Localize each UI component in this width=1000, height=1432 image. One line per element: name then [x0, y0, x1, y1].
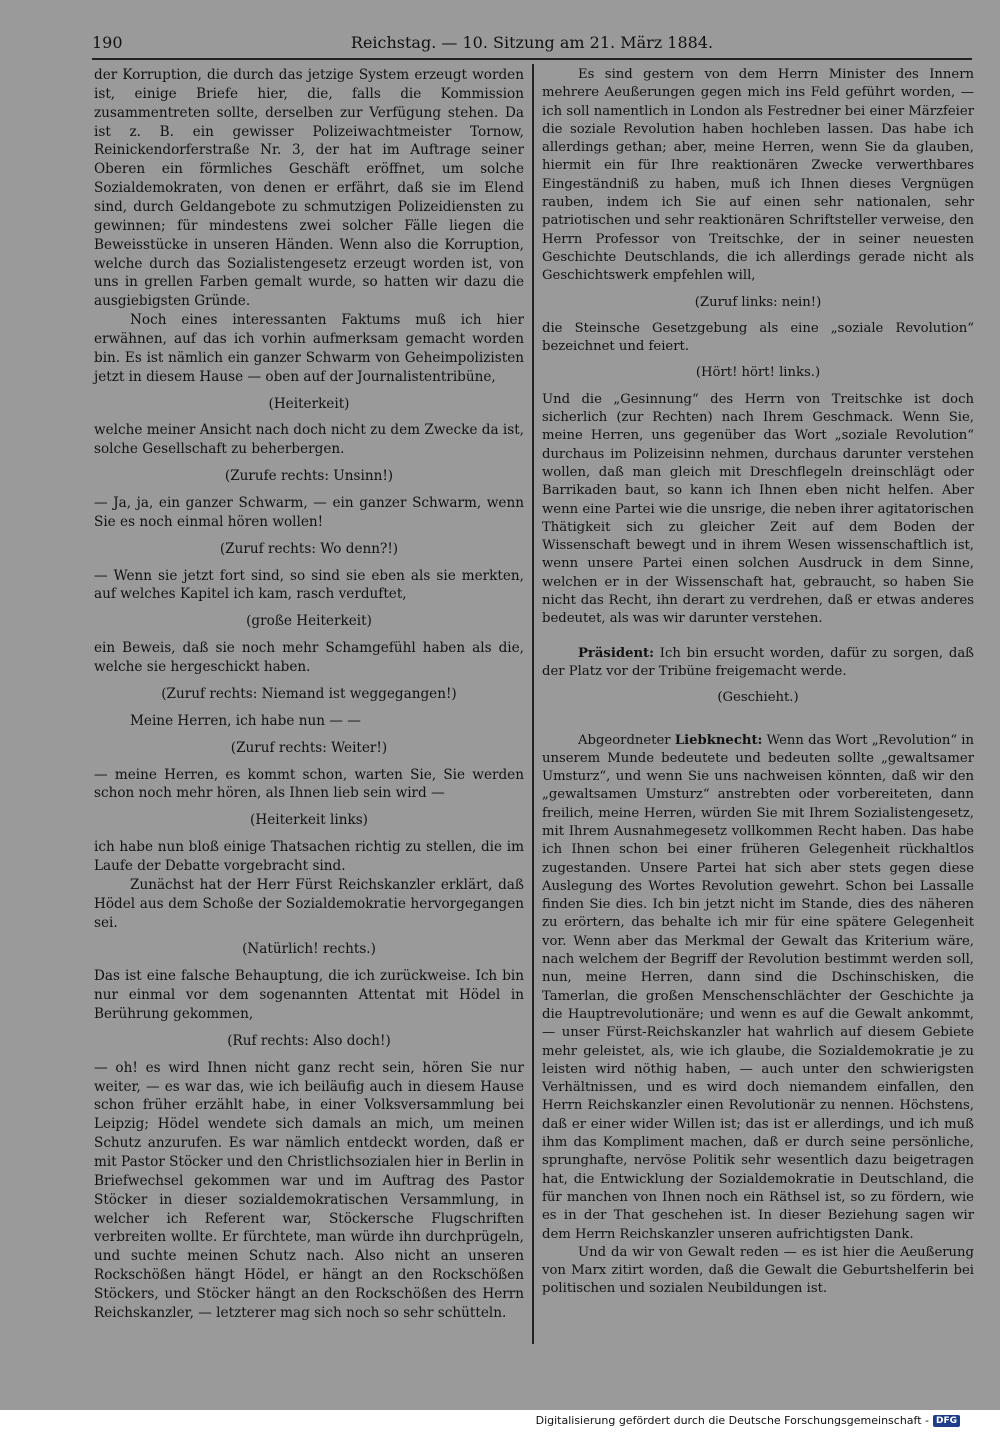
speaker-name: Liebknecht: — [674, 732, 763, 748]
speaker-paragraph — [542, 732, 974, 1244]
interjection: (Zurufe rechts: Unsinn!) — [224, 468, 394, 485]
speaker-title: Abgeordneter — [578, 732, 671, 748]
speech-text: Wenn das Wort „Revolution“ in unserem Munde bedeutete und bedeuten sollte „gewaltsamer Umsturz“, und wenn Sie uns nachweisen könnten, daß wir den „gewaltsamen Umsturz“ anstrebten oder vorbereiteten, dann freilich, meine Herren, würden Sie mit Ihrem Sozialistengesetz, mit Ihrem Ausnahmegesetz vollkommen Recht haben. Das habe ich Ihnen schon bei einer früheren Gelegenheit rückhaltlos zugestanden. Unsere Partei hat sich aber stets gegen diese Auslegung des Wortes Revolution gewehrt. Schon bei Lassalle finden Sie dies. Ich bin jetzt nicht im Stande, dies des näheren zu erörtern, das behalte ich mir für eine spätere Gelegenheit vor. Wenn aber das Merkmal der Gewalt das Kriterium wäre, nach welchem der Begriff der Revolution bestimmt werden soll, nun, meine Herren, dann sind die Dschinschisken, die Tamerlan, die großen Menschenschlächter der Geschichte ja die Hauptrevolutionäre; und wenn es auf die Gewalt ankommt, — unser Fürst-Reichskanzler hat wahrlich auf diesem Gebiete mehr geleistet, als, wie ich glaube, die Sozialdemokratie je zu leisten wird nöthig haben, — auch unter den schwierigsten Verhältnissen, und es wird doch niemandem einfallen, den Herrn Reichskanzler einen Revolutionär zu nennen. Höchstens, daß er einer wider Willen ist; das ist er allerdings, und ich muß ihm das Kompliment machen, daß er durch seine persönliche, sprunghafte, nervöse Politik sehr wesentlich dazu beigetragen hat, die Entwicklung der Sozialdemokratie in Deutschland, die für manchen von Ihnen noch ein Räthsel ist, so zu fördern, wie es in der That geschehen ist. In dieser Beziehung sagen wir dem Herrn Reichskanzler unseren aufrichtigsten Dank. — [542, 732, 974, 1242]
dfg-logo: DFG — [933, 1415, 960, 1427]
speech-text: Ich bin ersucht worden, dafür zu sorgen, daß der Platz vor der Tribüne freigemacht werde. — [542, 645, 974, 679]
interjection: (große Heiterkeit) — [246, 613, 372, 630]
interjection: (Hört! hört! links.) — [695, 365, 821, 381]
interjection: (Heiterkeit links) — [250, 812, 368, 829]
footer-credit — [536, 1414, 960, 1427]
paragraph-gap — [542, 716, 974, 732]
paragraph: ein Beweis, daß sie noch mehr Schamgefühl haben als die, welche sie hergeschickt haben. — [94, 640, 524, 676]
column-divider — [532, 64, 534, 1344]
paragraph: Das ist eine falsche Behauptung, die ich zurückweise. Ich bin nur einmal vor dem sogenannten Attentat mit Hödel in Berührung gekommen, — [94, 968, 524, 1022]
interjection: (Zuruf rechts: Weiter!) — [230, 739, 388, 756]
paragraph: — oh! es wird Ihnen nicht ganz recht sein, hören Sie nur weiter, — es war das, wie ich beiläufig auch in diesem Hause schon früher erzählt habe, in einer Volksversammlung bei Leipzig; Hödel wendete sich damals an mich, um meinen Schutz anzurufen. Es war nämlich entdeckt worden, daß er mit Pastor Stöcker und den Christlichsozialen hier in Berlin in Briefwechsel gekommen war und im Auftrag des Pastor Stöcker in dieser sozialdemokratischen Versammlung, in welcher ich Referent war, Stöckersche Flugschriften verbreiten wollte. Er fürchtete, man würde ihn durchprügeln, und suchte meinen Schutz nach. Also nicht an unseren Rockschößen hängt Hödel, er hängt an den Rockschößen Stöckers, und Stöcker hängt an den Rockschößen des Herrn Reichskanzler, — letzterer mag sich noch so sehr schütteln. — [94, 1059, 524, 1321]
interjection: (Natürlich! rechts.) — [242, 941, 376, 958]
speaker-name: Präsident: — [578, 645, 655, 661]
paragraph: — meine Herren, es kommt schon, warten Sie, Sie werden schon noch mehr hören, als Ihnen lieb sein wird — — [94, 766, 524, 802]
paragraph: Es sind gestern von dem Herrn Minister des Innern mehrere Aeußerungen gegen mich ins Feld geführt worden, — ich soll namentlich in London als Festredner bei einer Märzfeier die soziale Revolution haben hochleben lassen. Das habe ich allerdings gethan; aber, meine Herren, wenn Sie da glauben, hiermit ein für Ihre reaktionären Zwecke verwerthbares Eingeständniß zu haben, muß ich Ihnen dieses Vergnügen rauben, indem ich Sie auf einen sehr nationalen, sehr patriotischen und sehr reaktionären Schriftsteller verweise, den Herrn Professor von Treitschke, der in seiner neuesten Geschichte Deutschlands, die ich allerdings gerade nicht als Geschichtswerk empfehlen will, — [542, 67, 974, 284]
paragraph: Zunächst hat der Herr Fürst Reichskanzler erklärt, daß Hödel aus dem Schoße der Sozialdemokratie hervorgegangen sei. — [94, 876, 524, 931]
paragraph: Noch eines interessanten Faktums muß ich hier erwähnen, auf das ich vorhin aufmerksam gemacht worden bin. Es ist nämlich ein ganzer Schwarm von Geheimpolizisten jetzt in diesem Hause — oben auf der Journalistentribüne, — [94, 312, 524, 385]
paragraph: ich habe nun bloß einige Thatsachen richtig zu stellen, die im Laufe der Debatte vorgebracht sind. — [94, 839, 524, 874]
speaker-paragraph — [542, 645, 974, 682]
paragraph: — Ja, ja, ein ganzer Schwarm, — ein ganzer Schwarm, wenn Sie es noch einmal hören wollen! — [94, 495, 524, 530]
page-running-title: Reichstag. — 10. Sitzung am 21. März 1884. — [350, 33, 714, 52]
paragraph: Und die „Gesinnung“ des Herrn von Treitschke ist doch sicherlich (zur Rechten) nach Ihrem Geschmack. Wenn Sie, meine Herren, uns gegenüber das Wort „soziale Revolution“ durchaus im Polizeisinn nehmen, durchaus darunter verstehen wollen, daß man gleich mit Dreschflegeln dreinschlägt oder Barrikaden baut, so kann ich Ihnen eben nicht helfen. Aber wenn eine Partei wie die unsrige, die neben ihrer agitatorischen Thätigkeit sich zu gleicher Zeit auf dem Boden der Wissenschaft bewegt und in ihrem Wesen wissenschaftlich ist, wenn unsere Partei einen solchen Ausdruck in dem Sinne, welchen er in der Wissenschaft hat, gebraucht, so haben Sie nicht das Recht, ihn derart zu verdrehen, daß er etwas anderes bedeutet, als was wir darunter verstehen. — [542, 391, 974, 627]
paragraph: die Steinsche Gesetzgebung als eine „soziale Revolution“ bezeichnet und feiert. — [542, 320, 974, 355]
header-rule — [92, 58, 972, 60]
paragraph: welche meiner Ansicht nach doch nicht zu dem Zwecke da ist, solche Gesellschaft zu beherbergen. — [94, 422, 524, 458]
interjection: (Zuruf rechts: Wo denn?!) — [219, 540, 399, 557]
paragraph-gap — [542, 629, 974, 645]
interjection: (Geschieht.) — [717, 690, 799, 706]
page-number: 190 — [92, 33, 123, 52]
paragraph: der Korruption, die durch das jetzige System erzeugt worden ist, einige Briefe hier, die, falls die Kommission zusammentreten sollte, derselben zur Verfügung stehen. Da ist z. B. ein gewisser Polizeiwachtmeister Tornow, Reinickendorferstraße Nr. 3, der hat im Auftrage seiner Oberen ein förmliches Geschäft eröffnet, um solche Sozialdemokraten, von denen er erfährt, daß sie im Elend sind, durch Geldangebote zu schmutzigen Polizeidiensten zu gewinnen; für mindestens zwei solcher Fälle liegen die Beweisstücke in unseren Händen. Wenn also die Korruption, welche durch das Sozialistengesetz erzeugt worden ist, von uns in grellen Farben gemalt wurde, so hatten wir dazu die ausgiebigsten Gründe. — [94, 67, 524, 310]
paragraph: Meine Herren, ich habe nun — — — [130, 712, 361, 729]
interjection: (Ruf rechts: Also doch!) — [227, 1032, 391, 1049]
paragraph: Und da wir von Gewalt reden — es ist hier die Aeußerung von Marx zitirt worden, daß die Gewalt die Geburtshelferin bei politischen und sozialen Neubildungen ist. — [542, 1244, 974, 1297]
page-header — [92, 32, 972, 56]
interjection: (Zuruf rechts: Niemand ist weggegangen!) — [161, 685, 457, 702]
left-column — [94, 66, 524, 1323]
right-column — [542, 66, 974, 1299]
footer-text: Digitalisierung gefördert durch die Deutsche Forschungsgemeinschaft - — [535, 1414, 929, 1427]
interjection: (Zuruf links: nein!) — [694, 294, 822, 310]
paragraph: — Wenn sie jetzt fort sind, so sind sie eben als sie merkten, auf welches Kapitel ich kam, rasch verduftet, — [94, 567, 524, 603]
interjection: (Heiterkeit) — [268, 395, 350, 412]
